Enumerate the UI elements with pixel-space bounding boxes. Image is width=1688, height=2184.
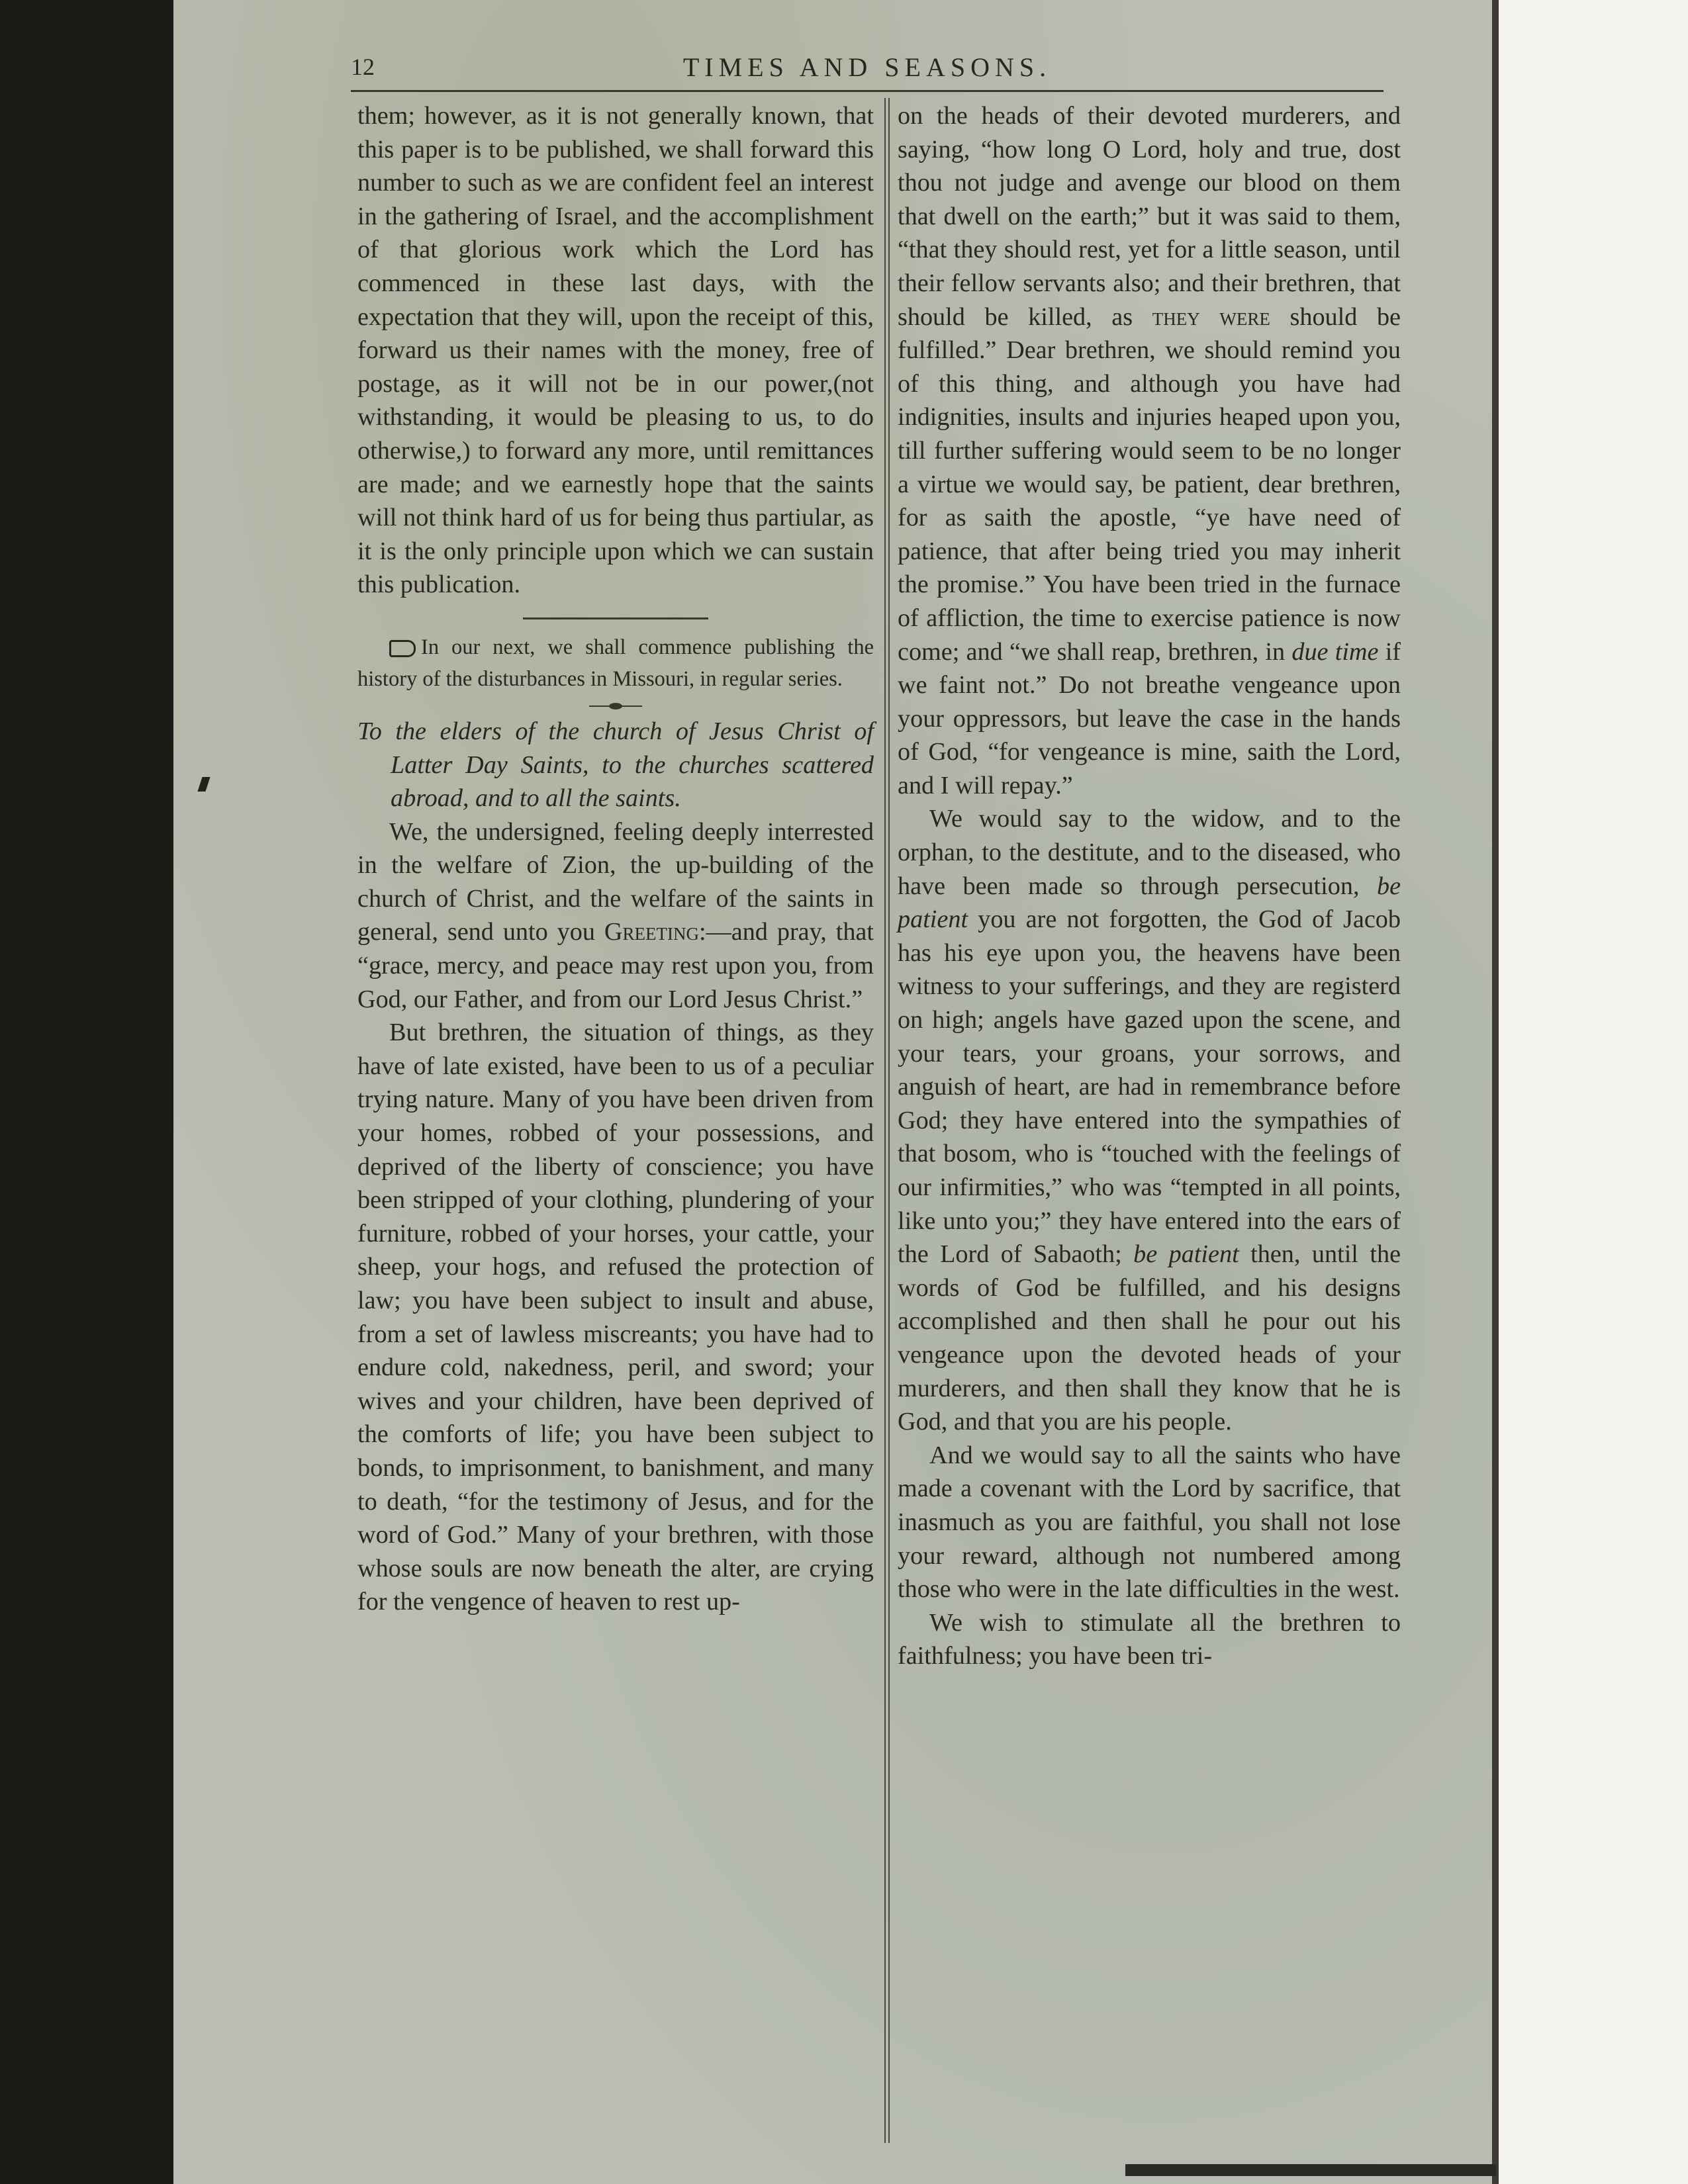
be-patient-emphasis-2: be patient: [1133, 1240, 1239, 1269]
be-patient-emphasis-1: be patient: [898, 872, 1401, 934]
scan-bottom-edge: [1125, 2164, 1496, 2176]
column-divider: [884, 98, 890, 2143]
greeting-word: Greeting: [604, 918, 699, 946]
cont-text-2: should be fulfilled.” Dear brethren, we should remind you of this thing, and although you have had indignities, insults and injuries heaped upon you, till further suffering would seem to be no longer a virtue we would say, be patient, dear brethren, for as saith the apostle, “ye have need of patience, that after being tried you may inherit the promise.” You have been tried in the furnace of affliction, the time to exercise patience is now come; and “we shall reap, brethren, in: [898, 302, 1401, 666]
page-edge-shadow: [1492, 0, 1499, 2184]
widow-text-2: you are not forgotten, the God of Jacob has his eye upon you, the heavens have been witness to your sufferings, and they are registerd on high; angels have gazed upon the scene, and your tears, your groans, your sorrows, and anguish of heart, are had in remembrance before God; they have entered into the sympathies of that bosom, who is “touched with the feelings of our infirmities,” who was “tempted in all points, like unto you;” they have entered into the ears of the Lord of Sabaoth;: [898, 905, 1401, 1269]
greeting-text-2: :—and pray, that “grace, mercy, and peace may rest upon you, from God, our Father, and from our Lord Jesus Christ.”: [357, 918, 874, 1013]
greeting-text-1: We, the undersigned, feeling deeply interrested in the welfare of Zion, the up-building of the church of Christ, and the welfare of the saints in general, send unto you: [357, 817, 874, 946]
epistle-address: To the elders of the church of Jesus Christ of Latter Day Saints, to the churches scattered abroad, and to all the saints.: [357, 717, 874, 813]
right-column: [898, 99, 1401, 1673]
paragraph-stimulate: We wish to stimulate all the brethren to faithfulness; you have been tri-: [898, 1608, 1401, 1670]
cont-text-1: on the heads of their devoted murderers, and saying, “how long O Lord, holy and true, dost thou not judge and avenge our blood on them that dwell on the earth;” but it was said to them, “that they should rest, yet for a little season, until their fellow servants also; and their brethren, that should be killed, as: [898, 102, 1401, 331]
paragraph-saints: And we would say to all the saints who have made a covenant with the Lord by sacrifice, that inasmuch as you are faithful, you shall not lose your reward, although not numbered among those who were in the late difficulties in the west.: [898, 1441, 1401, 1604]
left-column: [357, 99, 874, 1619]
notice-text: In our next, we shall commence publishing the history of the disturbances in Missouri, in regular series.: [357, 635, 874, 691]
journal-title: TIMES AND SEASONS.: [682, 52, 1052, 82]
paragraph-continued: [898, 99, 1401, 802]
paragraph-situation: But brethren, the situation of things, as they have of late existed, have been to us of a peculiar trying nature. Many of you have been driven from your homes, robbed of your possessions, and deprived of the liberty of conscience; you have been stripped of your clothing, plundering of your furniture, robbed of your horses, your cattle, your sheep, your hogs, and refused the protection of law; you have been subject to insult and abuse, from a set of lawless miscreants; you have had to endure cold, nakedness, peril, and sword; your wives and your children, have been deprived of the comforts of life; you have been subject to bonds, to imprisonment, to banishment, and many to death, “for the testimony of Jesus, and for the word of God.” Many of your brethren, with those whose souls are now beneath the alter, are crying for the vengence of heaven to rest up-: [357, 1019, 874, 1616]
page-header: [351, 49, 1383, 89]
section-separator: [523, 617, 708, 619]
scan-margin: [1499, 0, 1688, 2184]
widow-text-3: then, until the words of God be fulfilled, and his designs accomplished and then shall he pour out his vengeance upon the devoted heads of your murderers, and then shall they know that he is God, and that you are his people.: [898, 1240, 1401, 1436]
cont-text-3: if we faint not.” Do not breathe vengeance upon your oppressors, but leave the case in the hands of God, “for vengeance is mine, saith the Lord, and I will repay.”: [898, 637, 1401, 799]
paragraph-publication-note: them; however, as it is not generally known, that this paper is to be published, we shall forward this number to such as we are confident feel an interest in the gathering of Israel, and the accomplishment of that glorious work which the Lord has commenced in these last days, with the expectation that they will, upon the receipt of this, forward us their names with the money, free of postage, as it will not be in our power,(not withstanding, it would be pleasing to us, to do otherwise,) to forward any more, until remittances are made; and we earnestly hope that the saints will not think hard of us for being thus partiular, as it is the only principle upon which we can sustain this publication.: [357, 102, 874, 599]
header-rule: [351, 90, 1383, 92]
pointing-hand-icon: [389, 640, 416, 657]
widow-text-1: We would say to the widow, and to the orphan, to the destitute, and to the diseased, who have been made so through persecution,: [898, 805, 1401, 900]
notice-paragraph: [357, 631, 874, 695]
paragraph-greeting: [357, 815, 874, 1017]
due-time-emphasis: due time: [1291, 637, 1379, 666]
page-number: 12: [351, 54, 375, 80]
they-were-emphasis: they were: [1152, 302, 1270, 331]
ornament-separator: [589, 703, 642, 709]
paragraph-widow: [898, 802, 1401, 1438]
